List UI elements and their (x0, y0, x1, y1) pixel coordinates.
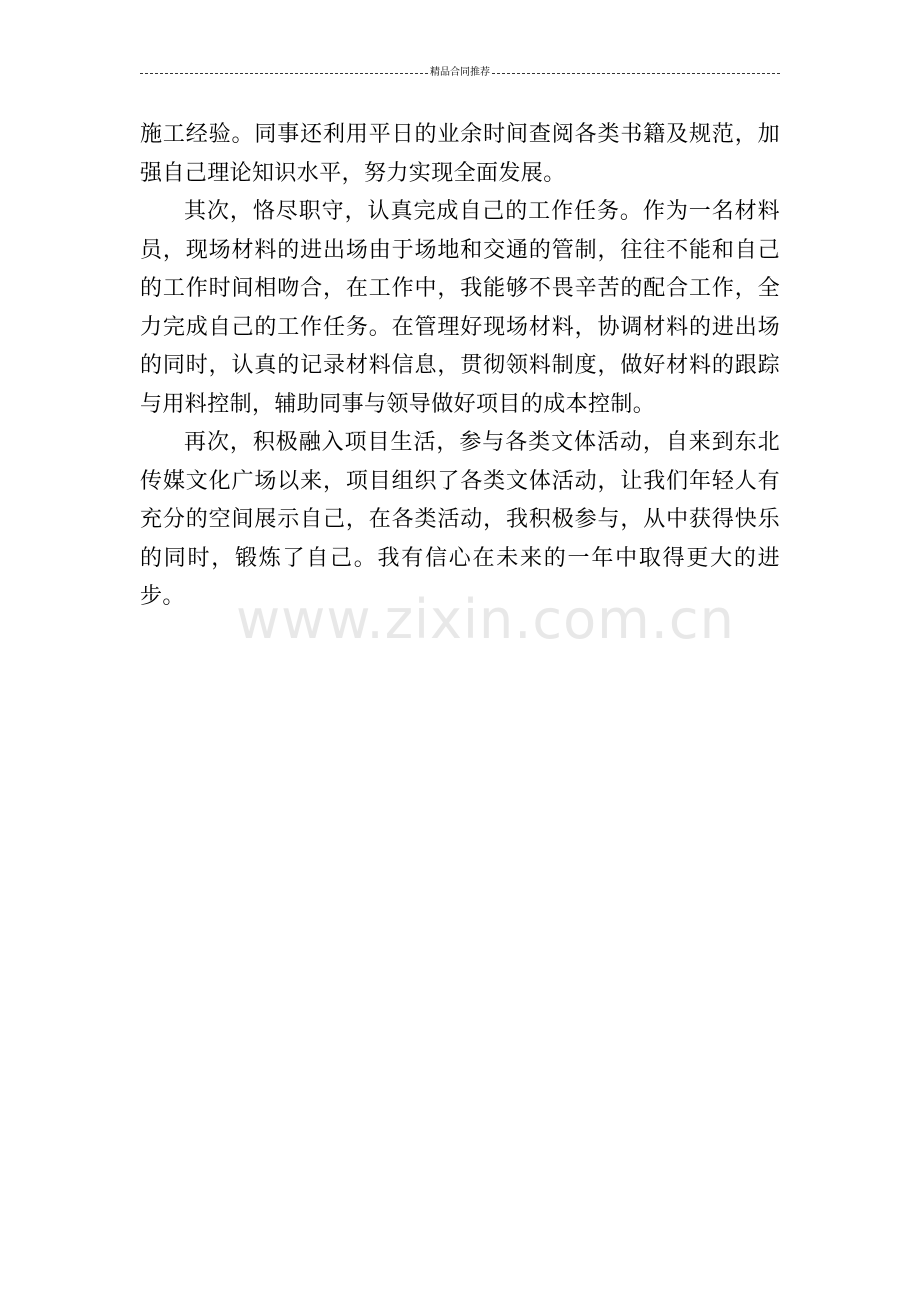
paragraph-activities: 再次，积极融入项目生活，参与各类文体活动，自来到东北传媒文化广场以来，项目组织了各类文体活动，让我们年轻人有充分的空间展示自己，在各类活动，我积极参与，从中获得快乐的同时，锻炼了自己。我有信心在未来的一年中取得更大的进步。 (140, 430, 780, 609)
header-title: 精品合同推荐 (430, 67, 490, 78)
header-rule-right (492, 73, 780, 74)
header-rule-left (140, 73, 428, 74)
page-header (140, 66, 780, 80)
paragraph-continuation: 施工经验。同事还利用平日的业余时间查阅各类书籍及规范，加强自己理论知识水平，努力实现全面发展。 (140, 122, 780, 186)
document-body (140, 116, 780, 617)
paragraph-duties: 其次，恪尽职守，认真完成自己的工作任务。作为一名材料员，现场材料的进出场由于场地和交通的管制，往往不能和自己的工作时间相吻合，在工作中，我能够不畏辛苦的配合工作，全力完成自己的工作任务。在管理好现场材料，协调材料的进出场的同时，认真的记录材料信息，贯彻领料制度，做好材料的跟踪与用料控制，辅助同事与领导做好项目的成本控制。 (140, 199, 780, 417)
watermark: www.zixin.com.cn (236, 588, 735, 651)
